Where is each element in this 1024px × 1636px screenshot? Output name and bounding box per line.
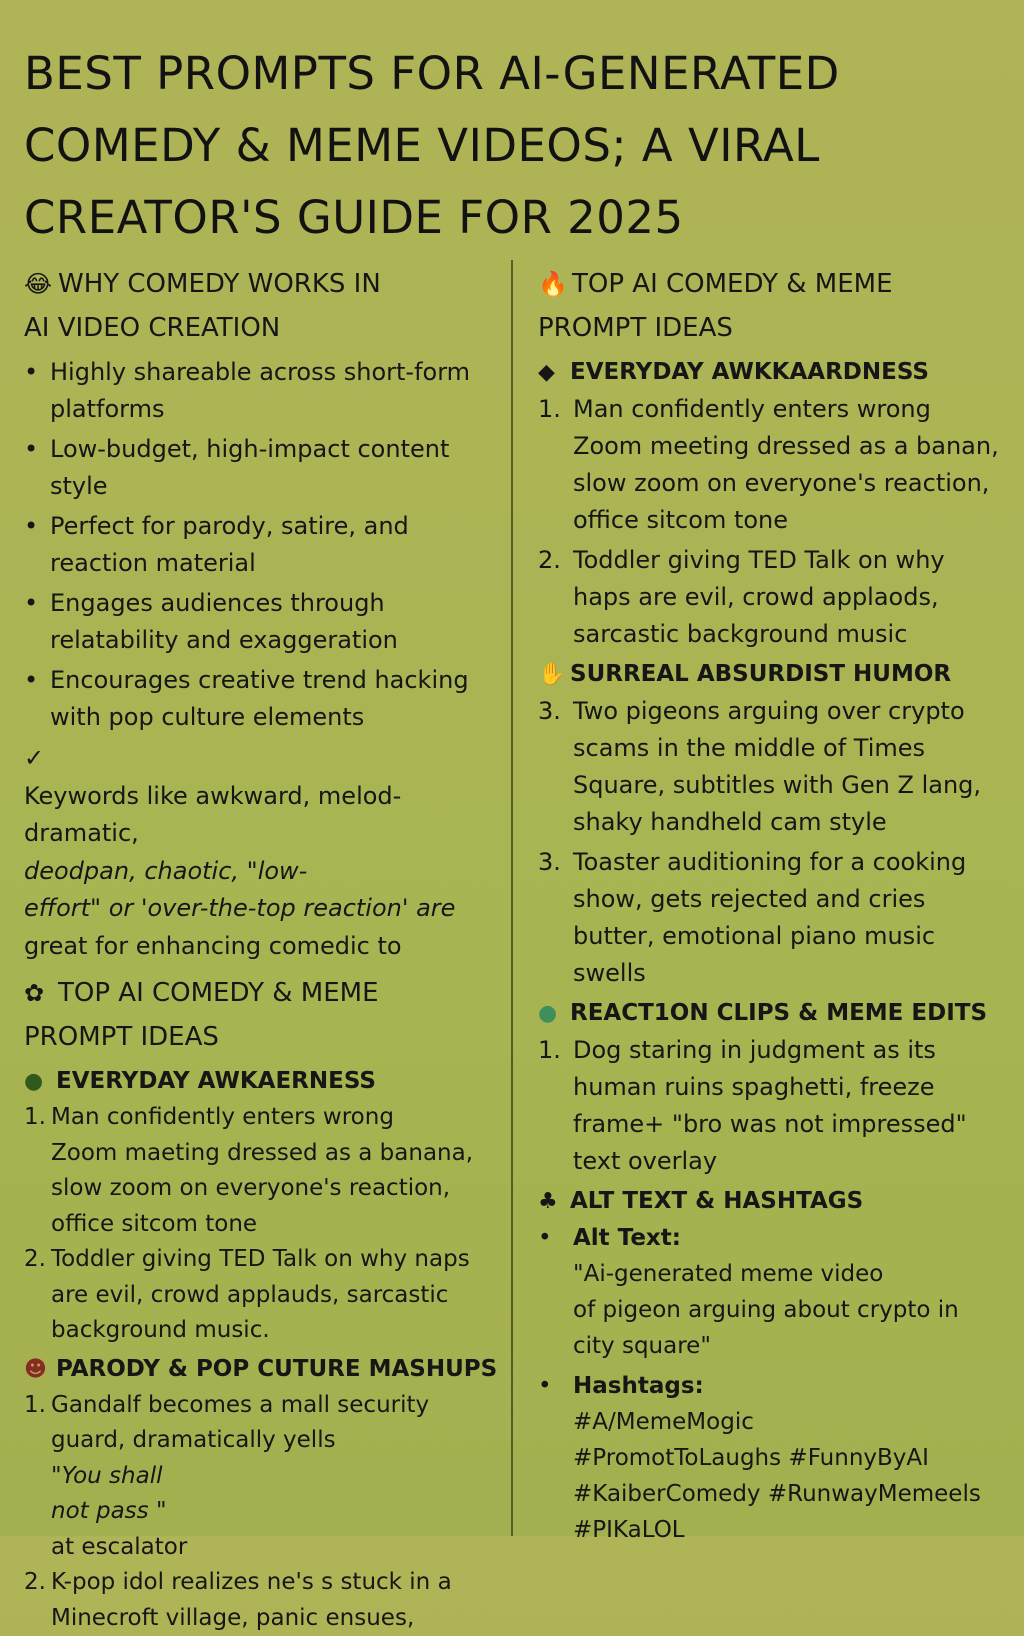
bullet-icon: • [538,1368,552,1404]
everyday-awkwardness-heading-right: ◆ EVERYDAY AWKKAARDNESS [538,354,1014,391]
everyday-awkwardness-heading: ● EVERYDAY AWKAERNESS [24,1063,502,1100]
list-item: 3. Toaster auditioning for a cooking show, gets rejected and cries butter, emotional piano music swells [538,844,1014,992]
alt-text-heading: ♣ ALT TEXT & HASHTAGS [538,1183,1014,1220]
bullet-icon: • [538,1220,552,1256]
awkwardness-list-right [538,391,1014,653]
list-item: 1. Dog staring in judgment as its human ruins spaghetti, freeze frame+ "bro was not impressed" text overlay [538,1032,1014,1180]
list-item: 3. Two pigeons arguing over crypto scams in the middle of Times Square, subtitles with Gen Z lang, shaky handheld cam style [538,693,1014,841]
right-column [538,262,1014,1552]
page-title [24,38,1004,254]
list-item: 1. Man confidently enters wrong Zoom meeting dressed as a banan, slow zoom on everyone's reaction, office sitcom tone [538,391,1014,539]
laughing-crying-face-icon: 😂 [24,262,58,306]
list-item: 1. Gandalf becomes a mall security guard, dramatically yells "You shall not pass " at escalator [24,1388,502,1566]
title-line: CREATOR'S GUIDE FOR 2025 [24,182,1004,254]
list-item: • Encourages creative trend hacking with pop culture elements [24,662,502,736]
bullet-icon: • [24,508,38,545]
column-divider [511,260,513,1536]
diamond-icon: ◆ [538,355,570,391]
reaction-list [538,1032,1014,1180]
bullet-icon: • [24,585,38,622]
reaction-clips-heading: ● REACT1ON CLIPS & MEME EDITS [538,995,1014,1032]
awkwardness-list [24,1100,502,1349]
alt-text-list [538,1220,1014,1548]
list-item: • Hashtags: #A/MemeMogic #PromotToLaughs #FunnyByAI #KaiberComedy #RunwayMemeels #PIKaLOL [538,1368,1014,1548]
paw-icon: ♣ [538,1184,570,1220]
green-circle-icon: ● [538,996,570,1032]
surreal-list [538,693,1014,992]
top-prompts-heading-right: 🔥 TOP AI COMEDY & MEME PROMPT IDEAS [538,262,1014,350]
left-column [24,262,502,1636]
list-item: • Low-budget, high-impact content style [24,431,502,505]
list-item: • Alt Text: "Ai-generated meme video of pigeon arguing about crypto in city square" [538,1220,1014,1364]
keywords-note: ✓ Keywords like awkward, melod- dramatic, deodpan, chaotic, "low- effort" or 'over-the-top reaction' are great for enhancing comedic to [24,740,502,965]
list-item: 2. Toddler giving TED Talk on why naps are evil, crowd applauds, sarcastic background music. [24,1242,502,1349]
parody-heading: ☻ PARODY & POP CUTURE MASHUPS [24,1351,502,1388]
title-line: COMEDY & MEME VIDEOS; A VIRAL [24,110,1004,182]
top-prompts-heading: ✿ TOP AI COMEDY & MEME PROMPT IDEAS [24,971,502,1059]
bullet-icon: • [24,662,38,699]
bullet-icon: • [24,431,38,468]
hand-icon: ✋ [538,657,570,693]
list-item: • Perfect for parody, satire, and reaction material [24,508,502,582]
list-item: • Engages audiences through relatability and exaggeration [24,585,502,659]
surreal-humor-heading: ✋ SURREAL ABSURDIST HUMOR [538,656,1014,693]
why-comedy-list [24,354,502,736]
list-item: 2. Toddler giving TED Talk on why haps are evil, crowd applaods, sarcastic background music [538,542,1014,653]
fire-icon: 🔥 [538,262,572,306]
check-icon: ✓ [24,740,502,778]
why-comedy-heading: 😂 WHY COMEDY WORKS IN AI VIDEO CREATION [24,262,502,350]
bullet-icon: • [24,354,38,391]
list-item: • Highly shareable across short-form platforms [24,354,502,428]
list-item: 2. K-pop idol realizes ne's s stuck in a Minecroft village, panic ensues, [24,1565,502,1636]
leaf-icon: ✿ [24,971,58,1015]
mask-icon: ☻ [24,1352,56,1388]
helmet-icon: ● [24,1064,56,1100]
title-line: BEST PROMPTS FOR AI-GENERATED [24,38,1004,110]
list-item: 1. Man confidently enters wrong Zoom maeting dressed as a banana, slow zoom on everyone's reaction, office sitcom tone [24,1100,502,1242]
parody-list [24,1388,502,1636]
